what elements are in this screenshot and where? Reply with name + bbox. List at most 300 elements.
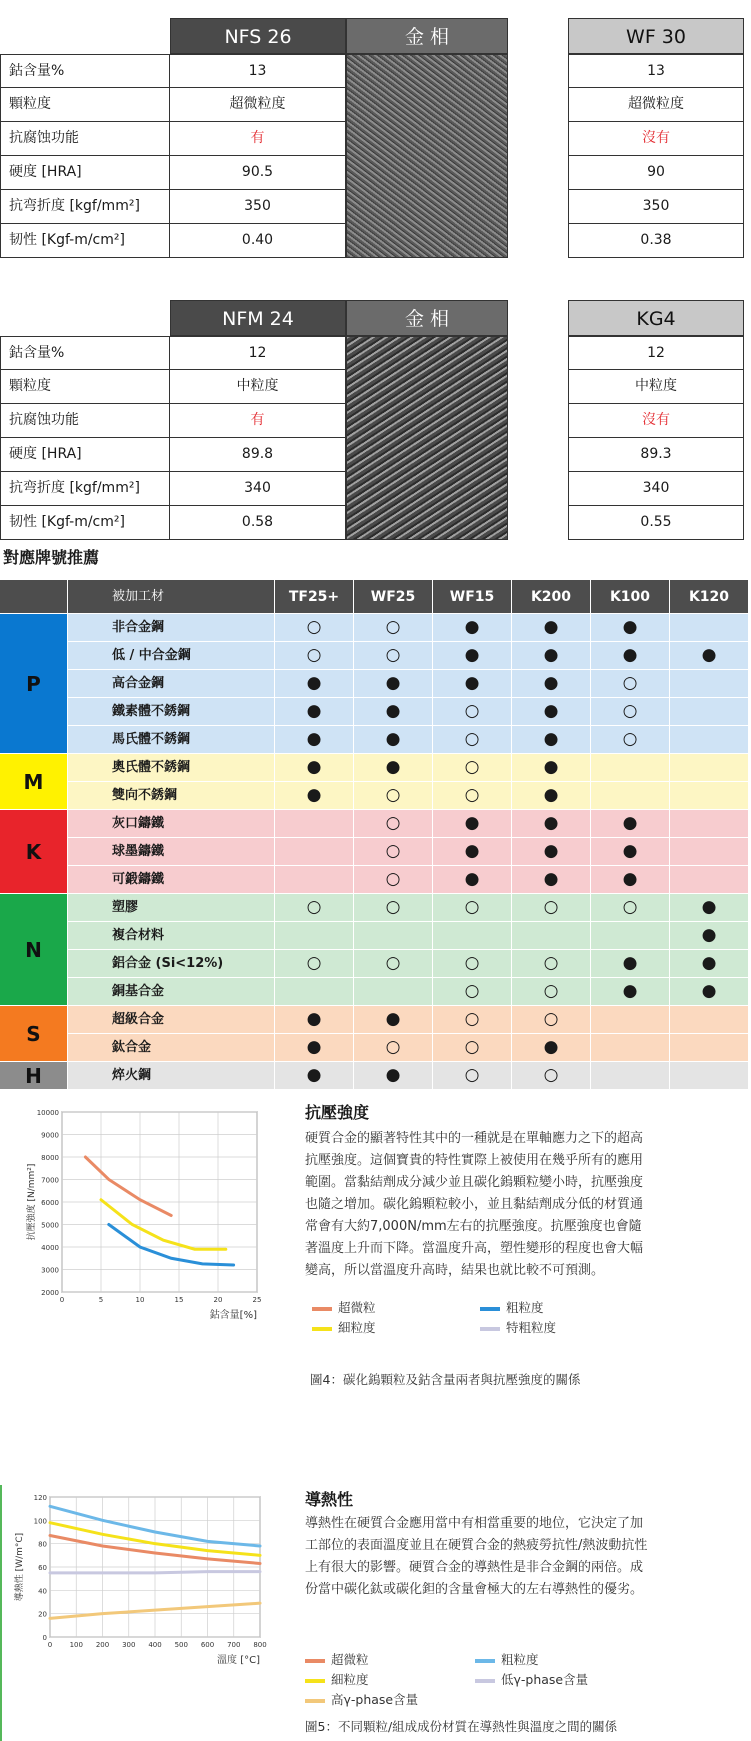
recommended-mark-icon: ● [622,869,638,889]
legend-item [305,1670,369,1688]
legend-item [475,1650,539,1668]
suitability-cell [354,726,433,754]
recommended-mark-icon: ● [622,953,638,973]
suitability-cell [591,698,670,726]
left-grade-value: 0.58 [170,506,346,540]
suitability-cell [512,698,591,726]
suitable-mark-icon: ○ [385,785,401,805]
grade-header-right: KG4 [568,300,744,336]
suitable-mark-icon: ○ [385,813,401,833]
y-axis-label: 抗壓強度 [N/mm²] [27,1163,37,1241]
property-label: 硬度 [HRA] [0,156,170,190]
suitability-cell [670,614,749,642]
suitability-cell [591,1034,670,1062]
iso-category-h: H [0,1062,68,1090]
suitability-cell [670,754,749,782]
recommended-mark-icon: ● [464,841,480,861]
right-grade-value: 超微粒度 [568,88,744,122]
suitability-cell [433,782,512,810]
legend-swatch [305,1699,325,1703]
suitable-mark-icon: ○ [543,981,559,1001]
suitability-cell [512,866,591,894]
legend-label: 粗粒度 [501,1652,539,1667]
property-label: 韧性 [Kgf-m/cm²] [0,506,170,540]
left-grade-value: 0.40 [170,224,346,258]
recommended-mark-icon: ● [306,1037,322,1057]
legend-item [480,1298,544,1316]
right-grade-value: 350 [568,190,744,224]
left-grade-value: 13 [170,54,346,88]
green-accent-line [0,1485,2,1741]
recommended-mark-icon: ● [622,841,638,861]
suitable-mark-icon: ○ [306,645,322,665]
suitability-cell [670,838,749,866]
y-axis-label: 導熱性 [W/m°C] [15,1532,25,1602]
x-tick-label: 200 [95,1641,110,1649]
y-tick-label: 9000 [41,1131,59,1140]
y-tick-label: 2000 [41,1289,59,1297]
legend-swatch [475,1659,495,1663]
suitable-mark-icon: ○ [543,1009,559,1029]
figure-caption: 圖5：不同顆粒/組成成份材質在導熱性與溫度之間的關係 [305,1719,618,1734]
suitability-cell [354,754,433,782]
right-grade-value: 0.38 [568,224,744,258]
suitability-cell [591,642,670,670]
suitable-mark-icon: ○ [385,953,401,973]
suitable-mark-icon: ○ [464,785,480,805]
property-label: 鈷含量% [0,54,170,88]
property-label: 顆粒度 [0,370,170,404]
recommended-mark-icon: ● [543,869,559,889]
left-grade-value: 有 [170,404,346,438]
left-grade-value: 350 [170,190,346,224]
y-tick-label: 120 [33,1494,47,1502]
left-grade-value: 中粒度 [170,370,346,404]
recommended-mark-icon: ● [306,673,322,693]
iso-category-k: K [0,810,68,894]
y-tick-label: 5000 [41,1221,59,1230]
suitability-cell [275,1006,354,1034]
conductivity-chart [12,1487,282,1672]
legend-item [475,1670,588,1688]
x-axis-label: 鈷含量[%] [209,1310,257,1321]
strength-chart [10,1100,290,1330]
recommended-mark-icon: ● [543,617,559,637]
header-corner [0,580,68,614]
suitability-cell [512,782,591,810]
suitability-cell [275,782,354,810]
suitability-cell [354,810,433,838]
recommended-mark-icon: ● [464,645,480,665]
recommended-mark-icon: ● [464,869,480,889]
grade-column-header: K200 [512,580,591,614]
suitability-cell [591,754,670,782]
right-grade-value: 13 [568,54,744,88]
suitability-cell [275,810,354,838]
recommended-mark-icon: ● [464,673,480,693]
left-grade-value: 超微粒度 [170,88,346,122]
grade-header-left: NFM 24 [170,300,346,336]
suitability-cell [433,642,512,670]
x-tick-label: 0 [47,1641,53,1649]
right-grade-value: 沒有 [568,122,744,156]
x-tick-label: 500 [174,1641,188,1649]
suitability-cell [354,1006,433,1034]
legend-label: 超微粒 [338,1300,376,1315]
suitability-cell [275,726,354,754]
left-grade-value: 89.8 [170,438,346,472]
legend-swatch [312,1307,332,1311]
suitability-cell [275,838,354,866]
material-name: 低 / 中合金鋼 [68,642,275,670]
x-tick-label: 800 [253,1641,267,1649]
right-grade-value: 340 [568,472,744,506]
recommended-mark-icon: ● [622,981,638,1001]
x-tick-label: 20 [213,1296,223,1304]
material-name: 鐵素體不銹鋼 [68,698,275,726]
material-name: 雙向不銹鋼 [68,782,275,810]
suitable-mark-icon: ○ [385,897,401,917]
y-tick-label: 4000 [41,1244,59,1252]
suitability-cell [433,1034,512,1062]
material-name: 塑膠 [68,894,275,922]
suitability-cell [512,614,591,642]
suitability-cell [512,726,591,754]
suitability-cell [512,838,591,866]
legend-label: 高γ-phase含量 [331,1692,419,1707]
legend-label: 超微粒 [331,1652,369,1667]
legend-label: 低γ-phase含量 [501,1672,589,1687]
suitability-cell [591,950,670,978]
suitability-cell [670,642,749,670]
suitable-mark-icon: ○ [464,1009,480,1029]
recommended-mark-icon: ● [701,953,717,973]
suitable-mark-icon: ○ [306,897,322,917]
material-name: 灰口鑄鐵 [68,810,275,838]
right-grade-value: 中粒度 [568,370,744,404]
suitable-mark-icon: ○ [385,617,401,637]
suitability-cell [433,922,512,950]
suitability-cell [354,950,433,978]
x-tick-label: 600 [200,1641,215,1649]
material-name: 奧氏體不銹鋼 [68,754,275,782]
section-paragraph: 導熱性在硬質合金應用當中有相當重要的地位，它決定了加工部位的表面溫度並且在硬質合金的熱疲勞抗性/熱波動抗性上有很大的影響。硬質合金的導熱性是非合金鋼的兩倍。成份當中碳化鈦或碳化鉭的含量會極大的左右導熱性的優劣。 [305,1516,648,1597]
suitable-mark-icon: ○ [464,1065,480,1085]
suitability-cell [354,978,433,1006]
suitability-cell [670,1006,749,1034]
material-name: 複合材料 [68,922,275,950]
suitability-cell [433,950,512,978]
suitability-cell [591,726,670,754]
x-tick-label: 25 [252,1296,262,1304]
suitable-mark-icon: ○ [385,645,401,665]
legend-label: 細粒度 [331,1672,369,1687]
property-label: 韧性 [Kgf-m/cm²] [0,224,170,258]
suitability-cell [670,978,749,1006]
suitability-cell [512,978,591,1006]
suitable-mark-icon: ○ [622,729,638,749]
y-tick-label: 8000 [41,1154,59,1162]
recommended-mark-icon: ● [306,785,322,805]
suitable-mark-icon: ○ [464,757,480,777]
suitability-cell [591,922,670,950]
suitability-cell [275,1062,354,1090]
suitability-cell [591,782,670,810]
material-name: 可鍛鑄鐵 [68,866,275,894]
section-title: 抗壓強度 [305,1103,370,1122]
legend-swatch [480,1327,500,1331]
suitability-cell [433,1062,512,1090]
material-name: 馬氏體不銹鋼 [68,726,275,754]
recommended-mark-icon: ● [543,701,559,721]
suitability-cell [670,866,749,894]
figure-caption: 圖4：碳化鎢顆粒及鈷含量兩者與抗壓強度的關係 [310,1372,581,1387]
suitability-cell [354,782,433,810]
suitability-cell [433,894,512,922]
suitability-cell [670,922,749,950]
suitability-cell [275,1034,354,1062]
microstructure-image [346,54,508,258]
suitable-mark-icon: ○ [543,953,559,973]
x-tick-label: 15 [174,1296,184,1304]
suitability-cell [275,670,354,698]
suitability-cell [670,810,749,838]
x-tick-label: 0 [59,1296,65,1304]
recommended-mark-icon: ● [306,729,322,749]
suitability-cell [275,950,354,978]
grade-section-title: 對應牌號推薦 [3,548,100,567]
recommended-mark-icon: ● [543,729,559,749]
recommended-mark-icon: ● [543,785,559,805]
recommended-mark-icon: ● [701,925,717,945]
y-tick-label: 60 [38,1564,47,1572]
material-name: 鈦合金 [68,1034,275,1062]
suitable-mark-icon: ○ [622,897,638,917]
legend-swatch [475,1679,495,1683]
grade-column-header: WF15 [433,580,512,614]
suitable-mark-icon: ○ [464,729,480,749]
recommended-mark-icon: ● [464,617,480,637]
suitable-mark-icon: ○ [306,617,322,637]
suitability-cell [354,614,433,642]
suitable-mark-icon: ○ [543,1065,559,1085]
strength-section [0,1090,751,1410]
suitable-mark-icon: ○ [464,953,480,973]
y-tick-label: 3000 [41,1266,59,1275]
y-tick-label: 10000 [36,1109,59,1117]
micro-header: 金 相 [346,300,508,336]
suitability-cell [512,810,591,838]
suitability-cell [433,726,512,754]
recommended-mark-icon: ● [306,1009,322,1029]
x-tick-label: 300 [122,1641,136,1649]
grade-column-header: WF25 [354,580,433,614]
recommended-mark-icon: ● [622,645,638,665]
suitability-cell [512,922,591,950]
suitable-mark-icon: ○ [622,673,638,693]
header-material: 被加工材 [68,580,275,614]
suitability-cell [512,1062,591,1090]
right-grade-value: 12 [568,336,744,370]
suitability-cell [354,894,433,922]
recommended-mark-icon: ● [701,981,717,1001]
material-name: 銅基合金 [68,978,275,1006]
left-grade-value: 有 [170,122,346,156]
recommended-mark-icon: ● [622,813,638,833]
suitable-mark-icon: ○ [622,701,638,721]
suitability-cell [670,698,749,726]
suitability-cell [354,922,433,950]
recommended-mark-icon: ● [543,673,559,693]
suitable-mark-icon: ○ [464,1037,480,1057]
suitability-cell [512,754,591,782]
recommended-mark-icon: ● [306,1065,322,1085]
suitability-cell [275,754,354,782]
suitability-cell [591,1006,670,1034]
suitability-cell [512,1034,591,1062]
right-grade-value: 90 [568,156,744,190]
property-label: 硬度 [HRA] [0,438,170,472]
suitable-mark-icon: ○ [306,953,322,973]
suitability-cell [275,698,354,726]
legend-swatch [305,1659,325,1663]
grade-header-left: NFS 26 [170,18,346,54]
material-name: 鋁合金 (Si<12%) [68,950,275,978]
micro-header: 金 相 [346,18,508,54]
material-name: 焠火鋼 [68,1062,275,1090]
grade-column-header: TF25+ [275,580,354,614]
material-name: 高合金鋼 [68,670,275,698]
material-name: 球墨鑄鐵 [68,838,275,866]
property-label: 鈷含量% [0,336,170,370]
x-tick-label: 10 [135,1296,145,1304]
suitability-cell [670,670,749,698]
suitable-mark-icon: ○ [464,981,480,1001]
series-line [50,1572,260,1573]
suitable-mark-icon: ○ [464,897,480,917]
suitability-cell [670,726,749,754]
suitability-cell [433,670,512,698]
x-tick-label: 100 [69,1641,83,1649]
suitability-cell [433,698,512,726]
suitability-cell [354,866,433,894]
suitability-cell [591,838,670,866]
suitable-mark-icon: ○ [543,897,559,917]
recommended-mark-icon: ● [385,757,401,777]
recommended-mark-icon: ● [622,617,638,637]
left-grade-value: 340 [170,472,346,506]
suitability-cell [670,894,749,922]
microstructure-image [346,336,508,540]
conductivity-section [0,1485,751,1741]
property-label: 抗腐蚀功能 [0,404,170,438]
suitability-cell [512,1006,591,1034]
suitability-cell [670,1062,749,1090]
recommended-mark-icon: ● [543,645,559,665]
suitability-cell [591,1062,670,1090]
legend-swatch [480,1307,500,1311]
suitability-cell [433,810,512,838]
suitability-cell [354,1034,433,1062]
right-grade-value: 0.55 [568,506,744,540]
suitability-cell [591,894,670,922]
x-tick-label: 700 [227,1641,241,1649]
y-tick-label: 100 [33,1517,47,1526]
legend-swatch [312,1327,332,1331]
suitability-cell [433,1006,512,1034]
suitability-cell [512,670,591,698]
iso-category-p: P [0,614,68,754]
y-tick-label: 40 [38,1587,47,1596]
recommended-mark-icon: ● [701,645,717,665]
grade-header-right: WF 30 [568,18,744,54]
legend-item [312,1298,376,1316]
recommended-mark-icon: ● [543,841,559,861]
recommended-mark-icon: ● [306,757,322,777]
legend-item [305,1650,369,1668]
grade-column-header: K100 [591,580,670,614]
recommended-mark-icon: ● [543,813,559,833]
suitability-cell [591,614,670,642]
suitability-cell [433,614,512,642]
suitable-mark-icon: ○ [464,701,480,721]
legend-item [480,1318,556,1336]
recommended-mark-icon: ● [543,1037,559,1057]
recommended-mark-icon: ● [385,1009,401,1029]
suitability-cell [670,782,749,810]
property-label: 顆粒度 [0,88,170,122]
suitability-cell [433,978,512,1006]
suitability-cell [591,978,670,1006]
suitability-cell [275,866,354,894]
y-tick-label: 80 [38,1540,47,1549]
suitability-cell [591,866,670,894]
suitability-cell [591,670,670,698]
suitable-mark-icon: ○ [385,1037,401,1057]
iso-category-s: S [0,1006,68,1062]
property-label: 抗弯折度 [kgf/mm²] [0,472,170,506]
suitability-cell [512,950,591,978]
left-grade-value: 12 [170,336,346,370]
suitability-cell [433,866,512,894]
recommended-mark-icon: ● [306,701,322,721]
suitability-cell [275,614,354,642]
suitability-cell [670,1034,749,1062]
recommended-mark-icon: ● [385,673,401,693]
suitability-cell [354,670,433,698]
y-tick-label: 6000 [41,1199,59,1207]
legend-label: 細粒度 [338,1320,376,1335]
suitability-cell [354,838,433,866]
recommended-mark-icon: ● [385,701,401,721]
suitability-cell [591,810,670,838]
suitability-cell [670,950,749,978]
suitability-cell [433,838,512,866]
suitability-cell [354,698,433,726]
suitability-cell [354,642,433,670]
right-grade-value: 89.3 [568,438,744,472]
suitability-cell [275,642,354,670]
recommended-mark-icon: ● [543,757,559,777]
material-name: 超級合金 [68,1006,275,1034]
material-name: 非合金鋼 [68,614,275,642]
suitability-cell [275,922,354,950]
section-title: 導熱性 [305,1490,354,1509]
grade-column-header: K120 [670,580,749,614]
section-paragraph: 硬質合金的顯著特性其中的一種就是在單軸應力之下的超高抗壓強度。這個寶貴的特性實際上被使用在幾乎所有的應用範圍。當黏結劑成分減少並且碳化鎢顆粒變小時，抗壓強度也隨之增加。碳化鎢顆粒較小，並且黏結劑成分低的材質通常會有大約7,000N/mm左右的抗壓強度。抗壓強度也會隨著溫度上升而下降。當溫度升高，塑性變形的程度也會大幅變高，所以當溫度升高時，結果也就比較不可預測。 [305,1131,644,1278]
suitability-cell [275,978,354,1006]
y-tick-label: 20 [38,1610,47,1619]
